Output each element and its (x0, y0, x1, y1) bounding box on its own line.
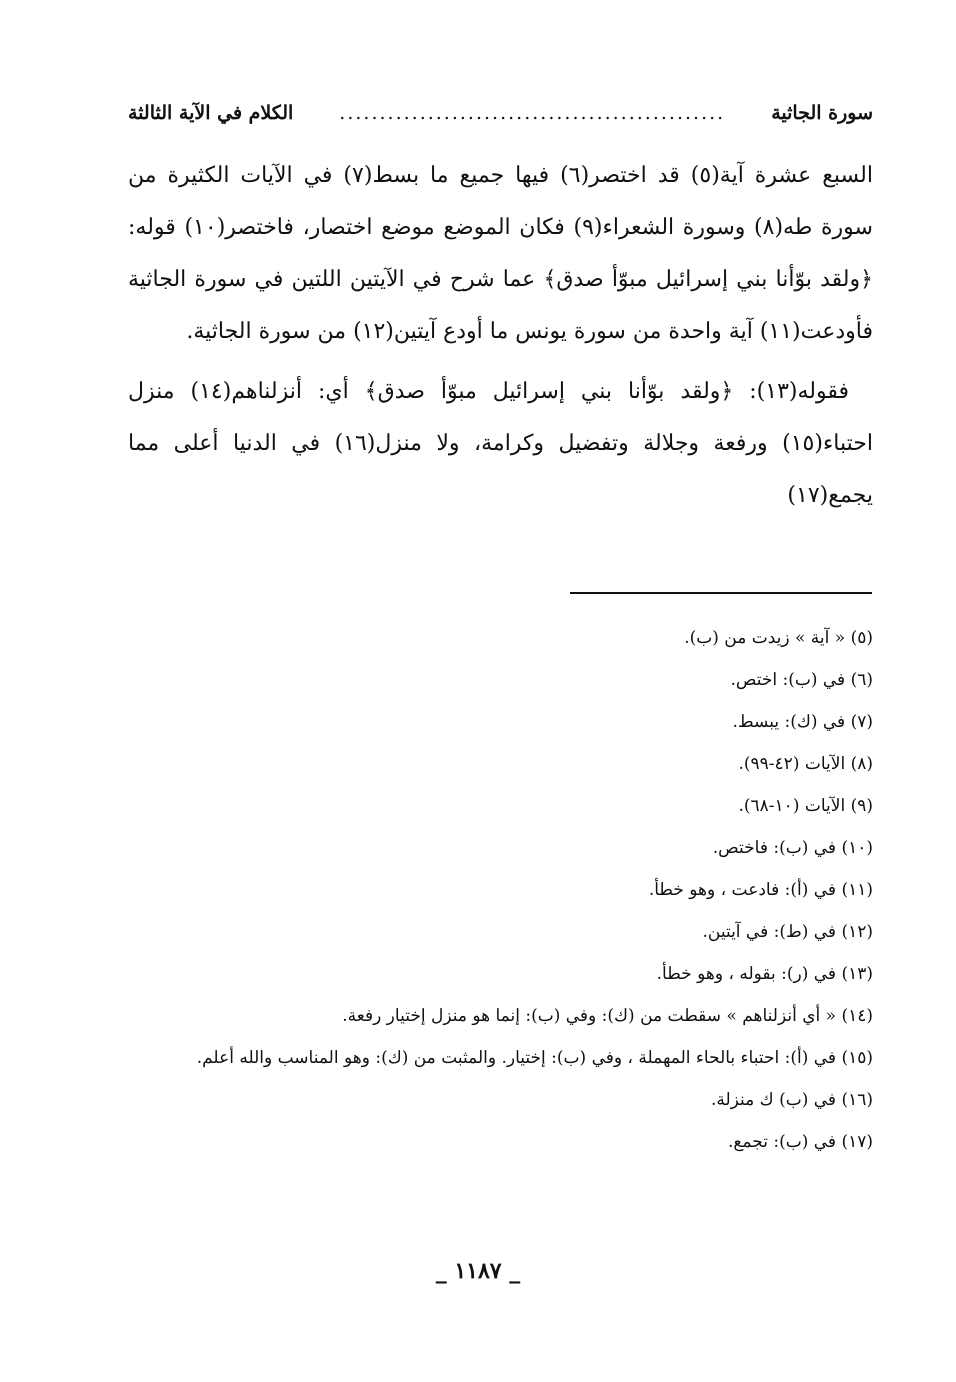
footnote-11: (١١) في (أ): فادعت ، وهو خطأ. (648, 880, 873, 900)
footnote-17: (١٧) في (ب): تجمع. (727, 1132, 873, 1152)
paragraph-2: فقوله(١٣): ﴿ولقد بوّأنا بني إسرائيل مبوّأ صدق﴾ أي: أنزلناهم(١٤) منزل احتباء(١٥) ورفعة وجلالة وتفضيل وكرامة، ولا منزل(١٦) في الدنيا أعلى مما يجمع(١٧) (128, 379, 873, 508)
paragraph-1: السبع عشرة آية(٥) قد اختصر(٦) فيها جميع ما بسط(٧) في الآيات الكثيرة من سورة طه(٨) وسورة الشعراء(٩) فكان الموضع موضع اختصار، فاختصر(١٠) قوله: ﴿ولقد بوّأنا بني إسرائيل مبوّأ صدق﴾ عما شرح في الآيتين اللتين في سورة الجاثية فأودعت(١١) آية واحدة من سورة يونس ما أودع آيتين(١٢) من سورة الجاثية. (128, 163, 873, 344)
footnote-7: (٧) في (ك): يبسط. (732, 712, 873, 732)
footnote-10: (١٠) في (ب): فاختص. (712, 838, 873, 858)
footnote-5: (٥) « آية » زيدت من (ب). (684, 628, 873, 648)
footnote-15: (١٥) في (أ): احتباء بالحاء المهملة ، وفي (ب): إختيار. والمثبت من (ك): وهو المناسب والله أعلم. (196, 1048, 873, 1068)
header-surah-title: سورة الجاثية (771, 102, 873, 124)
footnote-12: (١٢) في (ط): في آيتين. (702, 922, 873, 942)
footnote-13: (١٣) في (ر): بقوله ، وهو خطأ. (656, 964, 873, 984)
footnote-8: (٨) الآيات (٤٢-٩٩). (738, 754, 873, 774)
main-text (128, 150, 873, 522)
header-section-title: الكلام في الآية الثالثة (128, 102, 294, 124)
page-number: _ ١١٨٧ _ (435, 1258, 521, 1284)
header-leader-dots: ................................................ (339, 102, 726, 124)
footnote-separator (570, 592, 872, 594)
footnote-16: (١٦) في (ب) ك منزلة. (710, 1090, 873, 1110)
footnote-14: (١٤) « أي أنزلناهم » سقطت من (ك): وفي (ب): إنما هو منزل إختيار رفعة. (342, 1006, 873, 1026)
running-header (128, 96, 873, 130)
footnotes (110, 617, 873, 1163)
footnote-6: (٦) في (ب): اختص. (730, 670, 873, 690)
footnote-9: (٩) الآيات (١٠-٦٨). (738, 796, 873, 816)
